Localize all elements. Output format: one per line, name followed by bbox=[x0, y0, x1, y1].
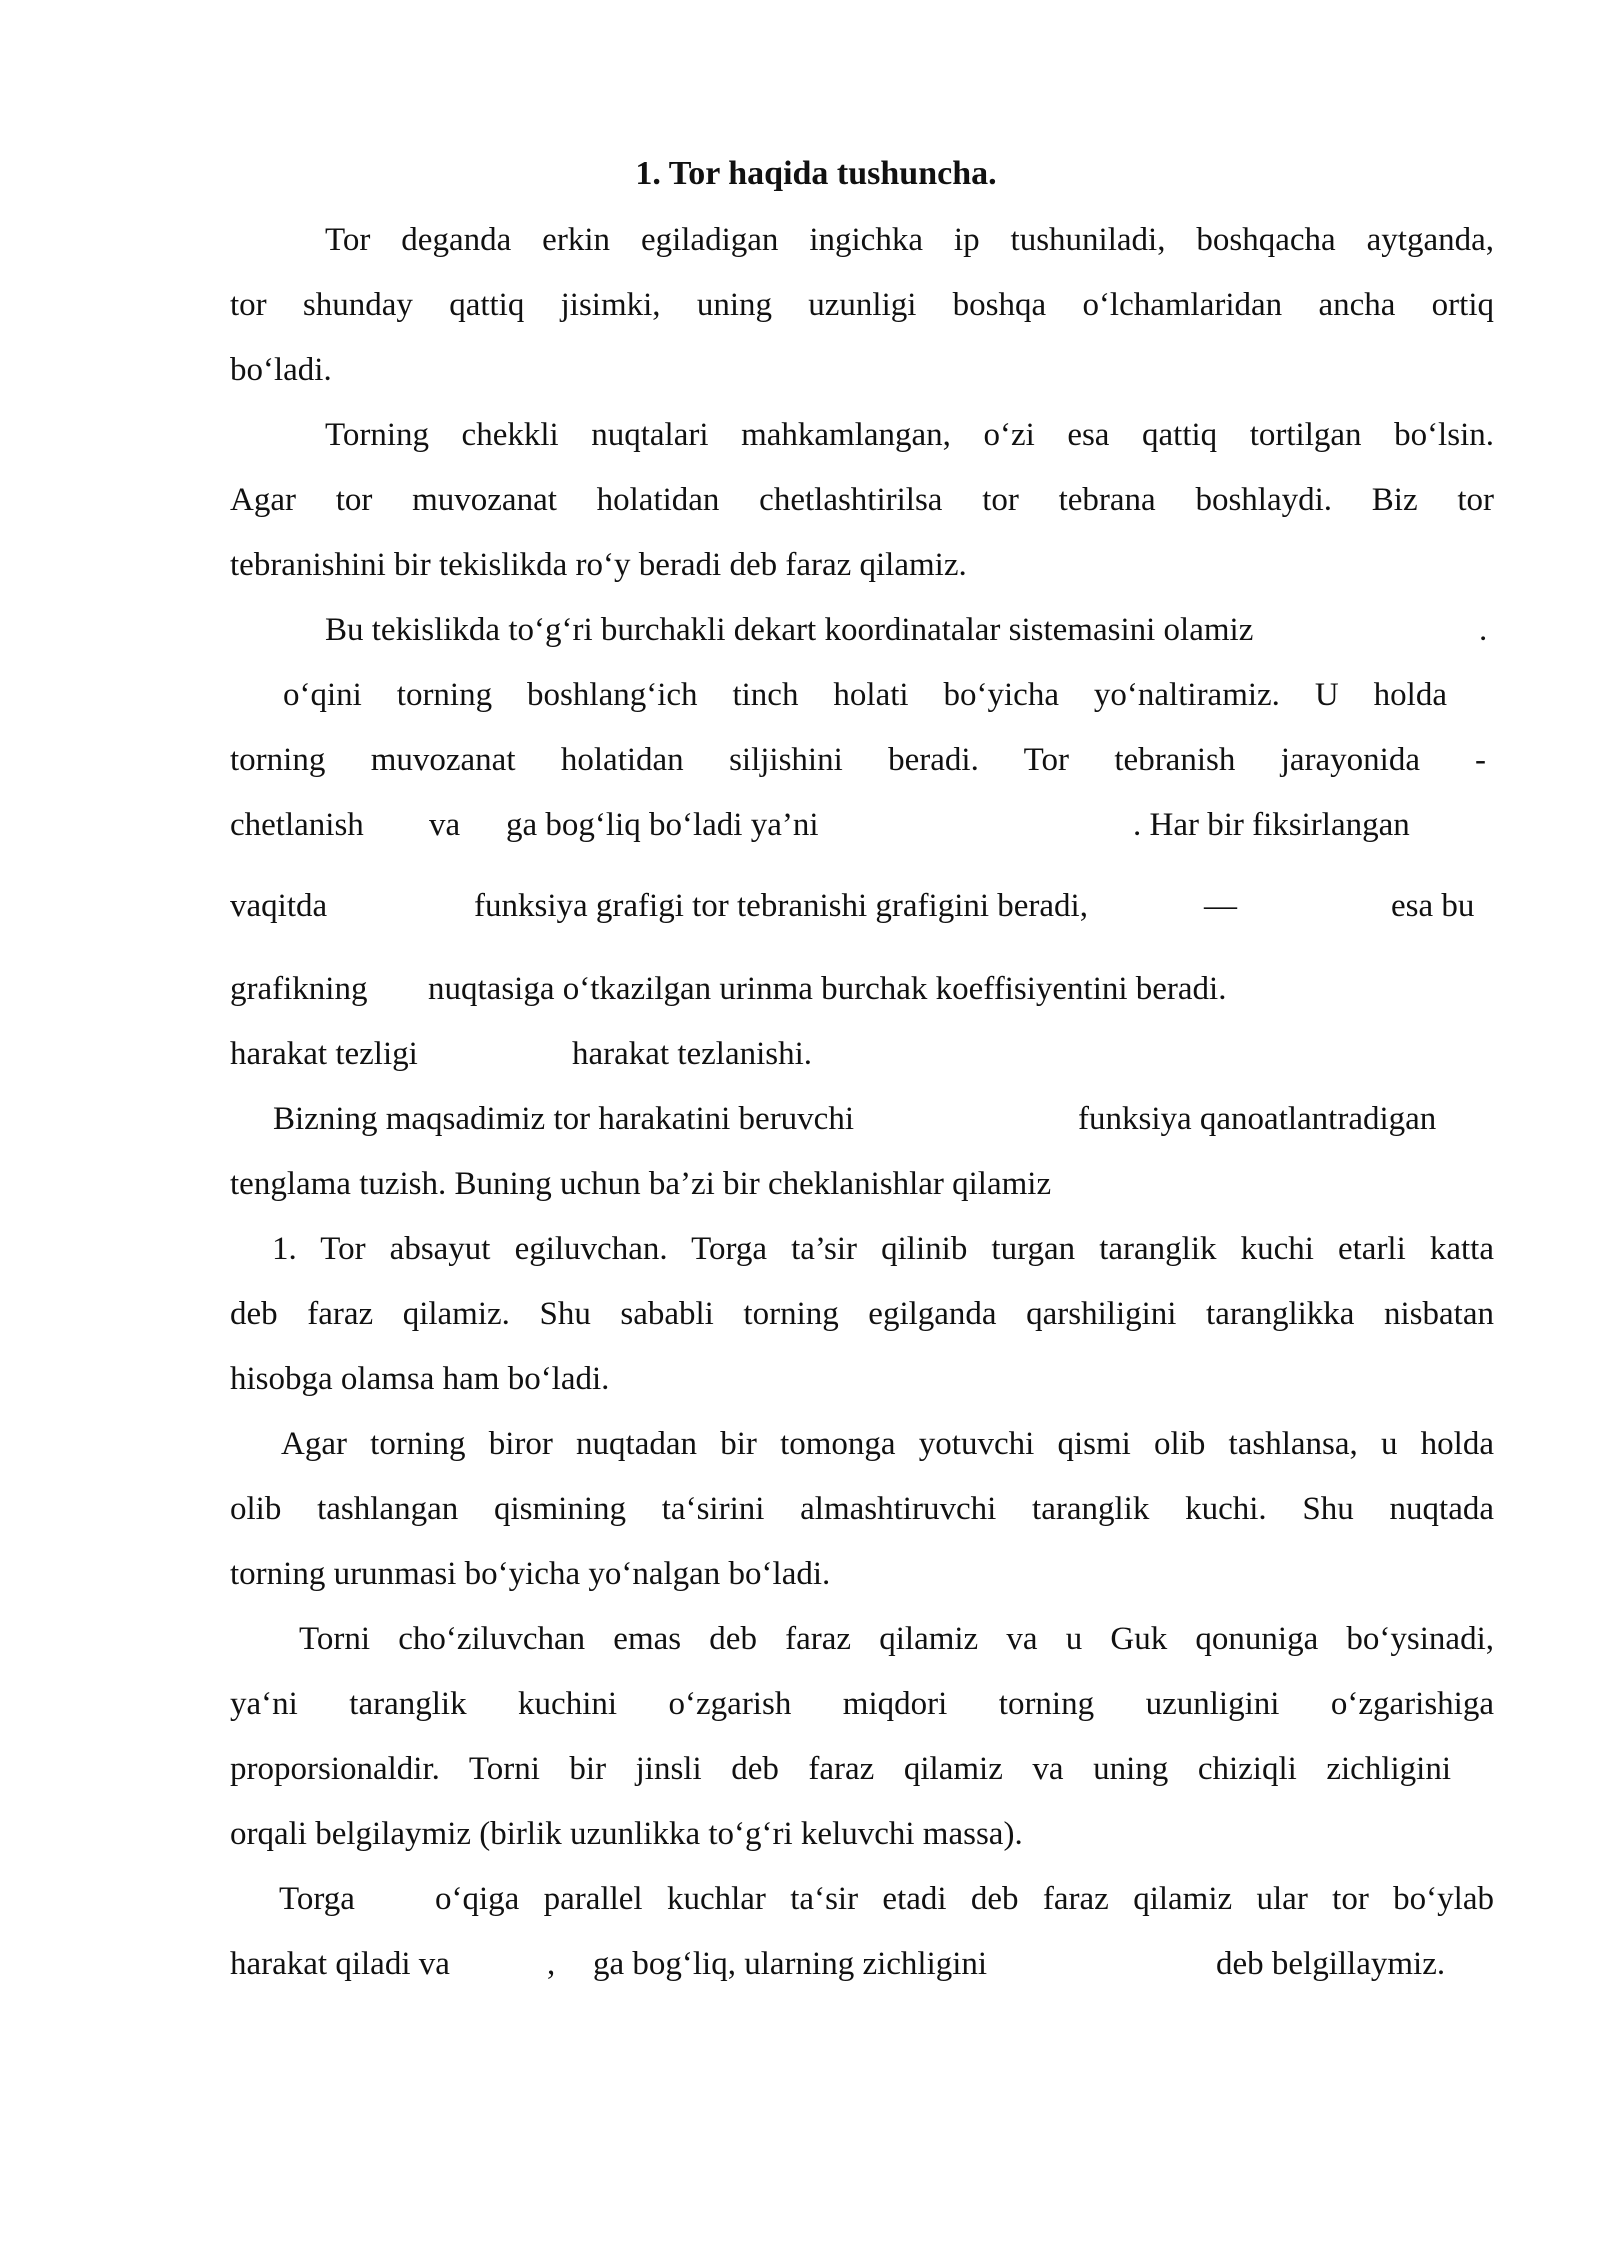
text-line: Agar tor muvozanat holatidan chetlashtirilsa tor tebrana boshlaydi. Biz tor bbox=[230, 482, 1494, 518]
text-fragment: deb belgillaymiz. bbox=[1216, 1946, 1446, 1982]
text-line: olib tashlangan qismining ta‘sirini almashtiruvchi taranglik kuchi. Shu nuqtada bbox=[230, 1491, 1494, 1527]
text-line: tebranishini bir tekislikda ro‘y beradi deb faraz qilamiz. bbox=[230, 547, 967, 583]
text-line: Torni cho‘ziluvchan emas deb faraz qilamiz va u Guk qonuniga bo‘ysinadi, bbox=[299, 1621, 1494, 1657]
text-fragment: . Har bir fiksirlangan bbox=[1133, 807, 1410, 843]
text-fragment: funksiya grafigi tor tebranishi grafigini beradi, bbox=[474, 888, 1088, 924]
text-line: hisobga olamsa ham bo‘ladi. bbox=[230, 1361, 610, 1397]
text-line: torning urunmasi bo‘yicha yo‘nalgan bo‘ladi. bbox=[230, 1556, 831, 1592]
text-fragment: ga bog‘liq, ularning zichligini bbox=[593, 1946, 988, 1982]
text-line: Torning chekkli nuqtalari mahkamlangan, o‘zi esa qattiq tortilgan bo‘lsin. bbox=[325, 417, 1494, 453]
text-fragment: Torga bbox=[279, 1881, 355, 1917]
text-fragment: esa bu bbox=[1391, 888, 1475, 924]
text-fragment: Bizning maqsadimiz tor harakatini beruvchi bbox=[273, 1101, 854, 1137]
text-line: tor shunday qattiq jisimki, uning uzunligi boshqa o‘lchamlaridan ancha ortiq bbox=[230, 287, 1494, 323]
text-line: proporsionaldir. Torni bir jinsli deb faraz qilamiz va uning chiziqli zichligini bbox=[230, 1751, 1451, 1787]
section-title: 1. Tor haqida tushuncha. bbox=[635, 155, 997, 192]
text-fragment: grafikning bbox=[230, 971, 368, 1007]
text-fragment: . bbox=[1479, 612, 1488, 648]
text-line: Bu tekislikda to‘g‘ri burchakli dekart koordinatalar sistemasini olamiz bbox=[325, 612, 1254, 648]
text-line: tenglama tuzish. Buning uchun ba’zi bir cheklanishlar qilamiz bbox=[230, 1166, 1052, 1202]
text-fragment: — bbox=[1204, 888, 1237, 924]
text-line: ya‘ni taranglik kuchini o‘zgarish miqdori torning uzunligini o‘zgarishiga bbox=[230, 1686, 1494, 1722]
text-line: deb faraz qilamiz. Shu sababli torning egilganda qarshiligini taranglikka nisbatan bbox=[230, 1296, 1494, 1332]
text-fragment: harakat qiladi va bbox=[230, 1946, 450, 1982]
text-line: o‘qiga parallel kuchlar ta‘sir etadi deb faraz qilamiz ular tor bo‘ylab bbox=[435, 1881, 1494, 1917]
text-line: o‘qini torning boshlang‘ich tinch holati bo‘yicha yo‘naltiramiz. U holda bbox=[283, 677, 1447, 713]
text-fragment: chetlanish bbox=[230, 807, 364, 843]
text-line: Agar torning biror nuqtadan bir tomonga yotuvchi qismi olib tashlansa, u holda bbox=[281, 1426, 1494, 1462]
text-fragment: va bbox=[429, 807, 461, 843]
text-fragment: nuqtasiga o‘tkazilgan urinma burchak koeffisiyentini beradi. bbox=[428, 971, 1227, 1007]
text-fragment: harakat tezlanishi. bbox=[572, 1036, 813, 1072]
text-line: orqali belgilaymiz (birlik uzunlikka to‘g‘ri keluvchi massa). bbox=[230, 1816, 1023, 1852]
text-fragment: ga bog‘liq bo‘ladi ya’ni bbox=[506, 807, 819, 843]
text-line: bo‘ladi. bbox=[230, 352, 332, 388]
text-fragment: funksiya qanoatlantradigan bbox=[1078, 1101, 1437, 1137]
text-fragment: , bbox=[547, 1946, 556, 1982]
text-fragment: - bbox=[1475, 742, 1486, 778]
text-fragment: vaqitda bbox=[230, 888, 328, 924]
text-line: 1. Tor absayut egiluvchan. Torga ta’sir qilinib turgan taranglik kuchi etarli katta bbox=[272, 1231, 1494, 1267]
text-line: torning muvozanat holatidan siljishini beradi. Tor tebranish jarayonida bbox=[230, 742, 1420, 778]
text-fragment: harakat tezligi bbox=[230, 1036, 418, 1072]
text-line: Tor deganda erkin egiladigan ingichka ip tushuniladi, boshqacha aytganda, bbox=[325, 222, 1494, 258]
